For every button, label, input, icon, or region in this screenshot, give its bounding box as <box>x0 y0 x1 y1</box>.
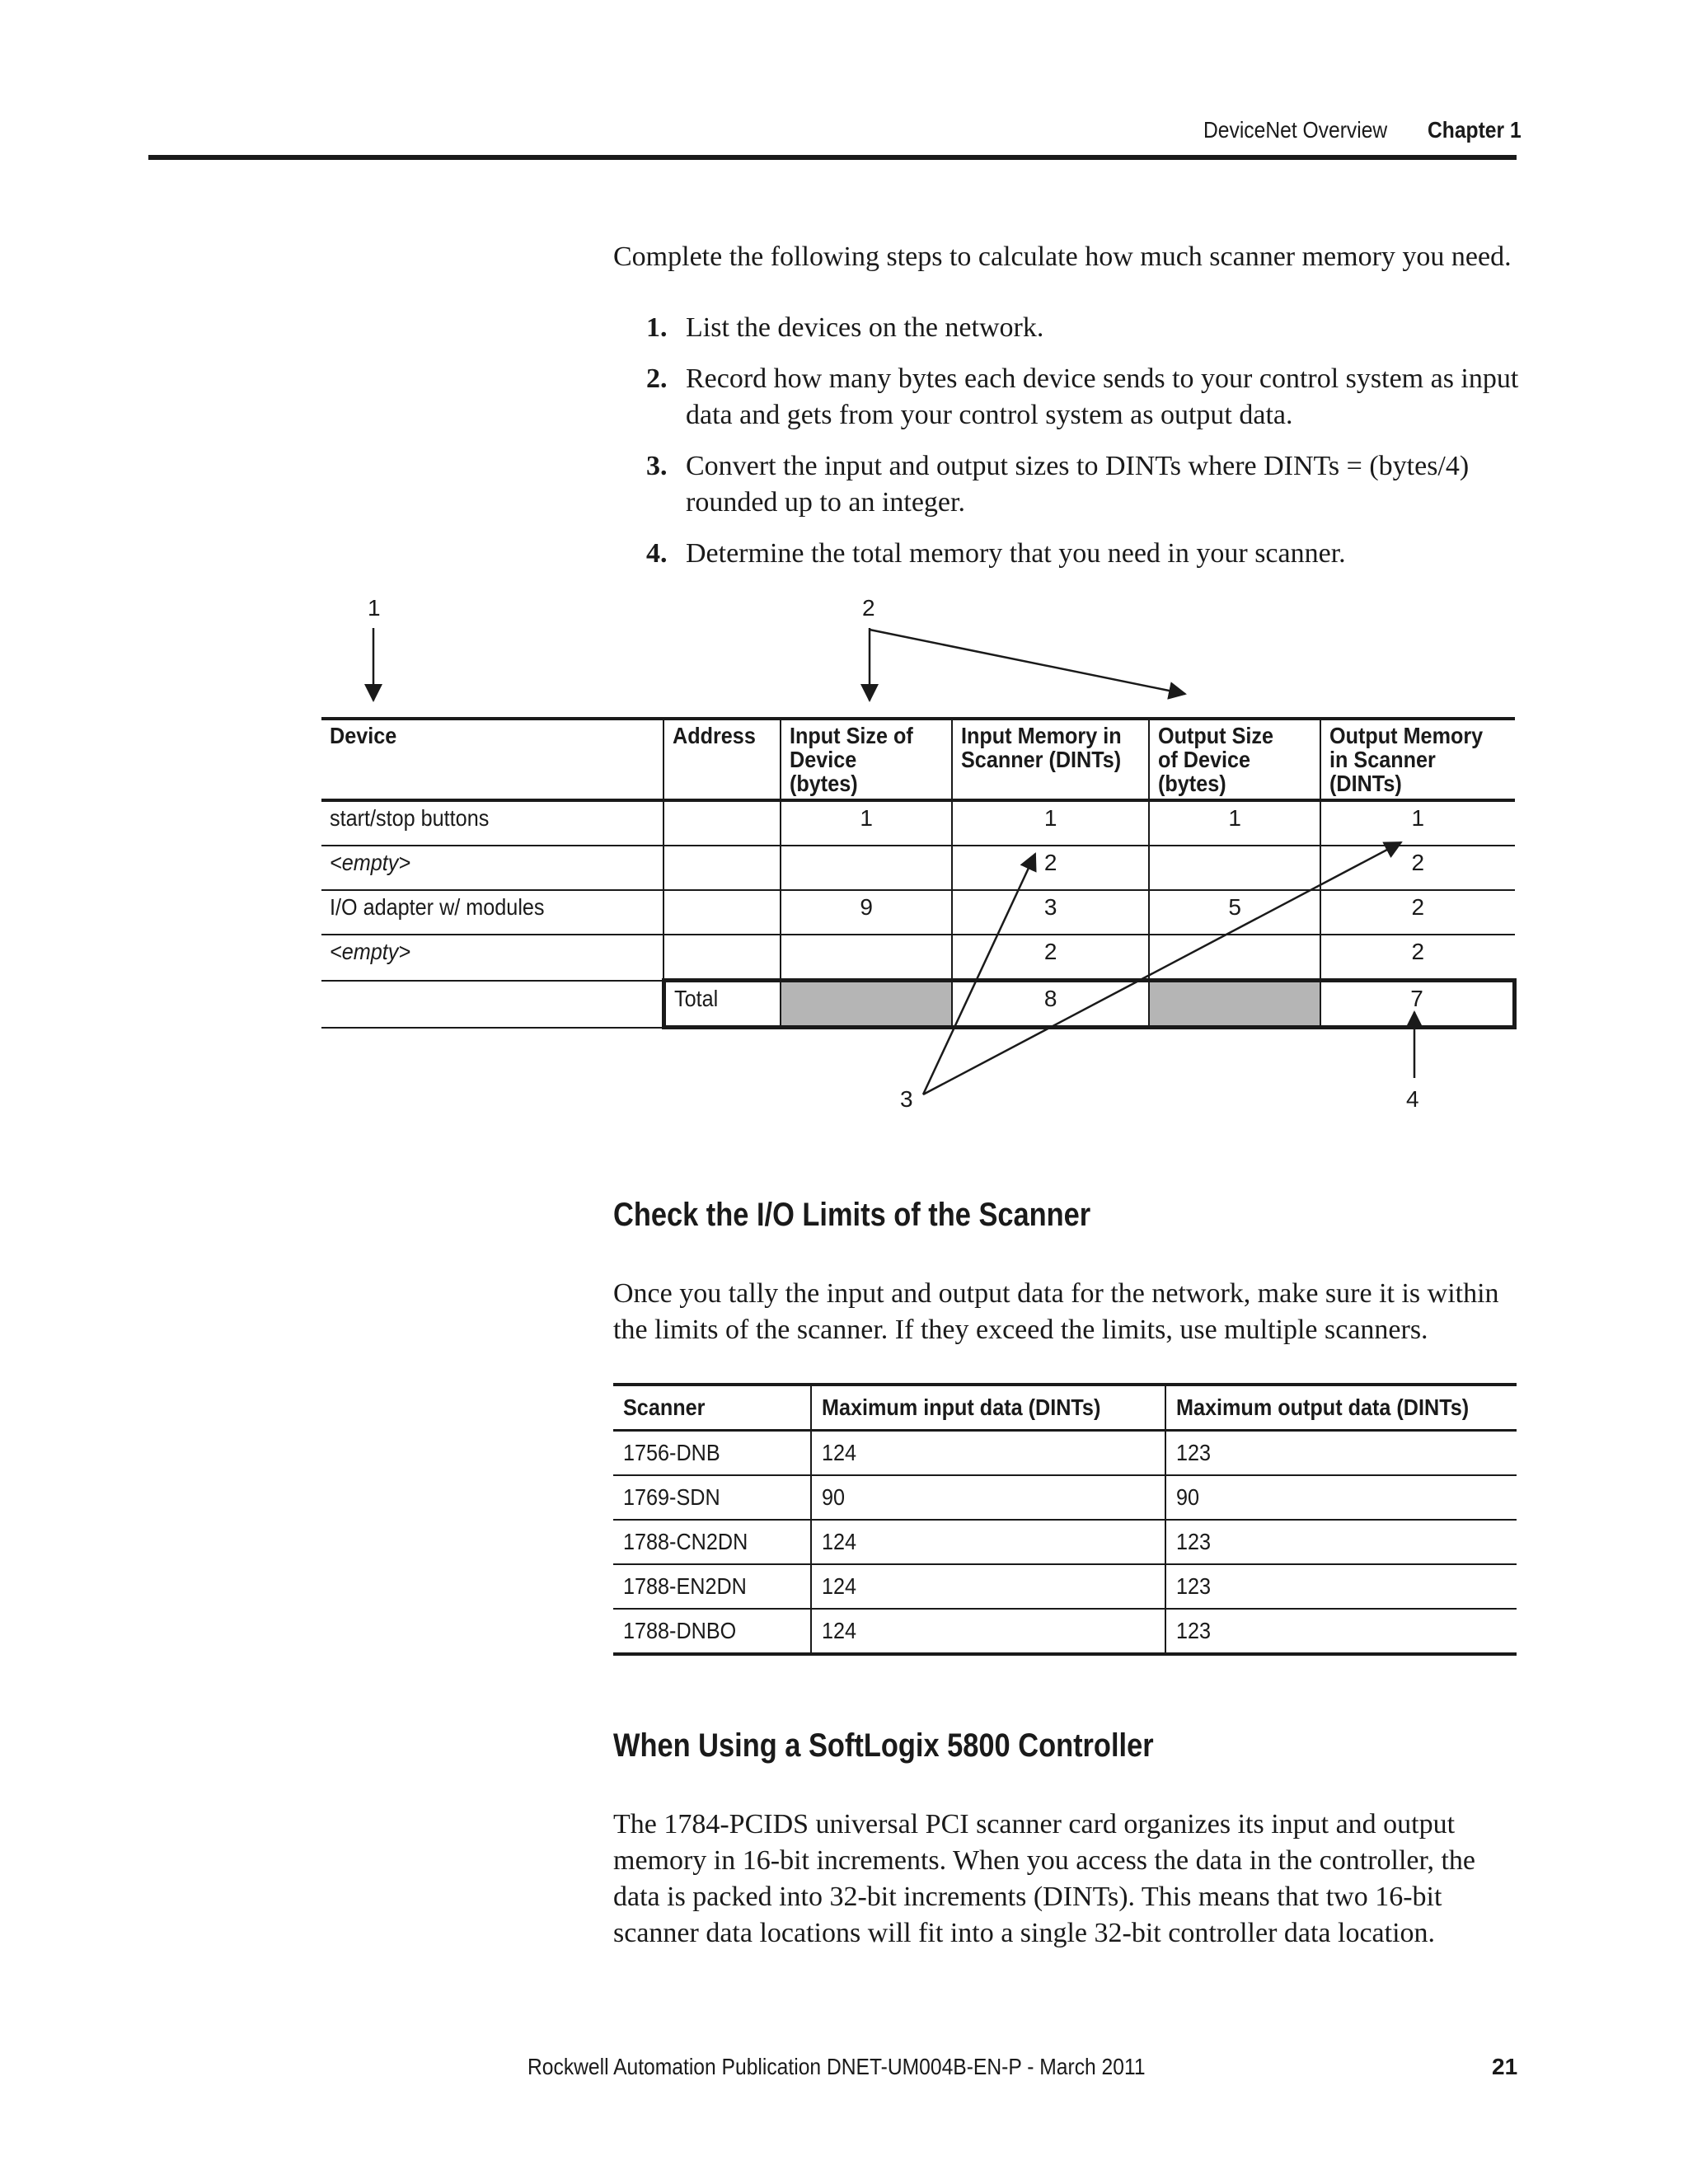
col-header-max-input: Maximum input data (DINTs) <box>811 1385 1165 1431</box>
col-header-address: Address <box>663 719 781 800</box>
table-row <box>321 935 1515 981</box>
cell-max-output: 123 <box>1165 1431 1517 1476</box>
col-header-output-memory: Output Memory in Scanner (DINTs) <box>1320 719 1515 800</box>
scanner-limits-table <box>613 1383 1517 1656</box>
steps-list <box>646 310 1520 587</box>
table-row <box>321 800 1515 846</box>
io-limits-paragraph: Once you tally the input and output data for the network, make sure it is within the limits of the scanner. If they exceed the limits, use multiple scanners. <box>613 1278 1499 1345</box>
cell-output-size: 1 <box>1149 800 1320 846</box>
cell-output-size <box>1149 846 1320 890</box>
cell-scanner: 1788-DNBO <box>613 1609 811 1654</box>
cell-scanner: 1756-DNB <box>613 1431 811 1476</box>
callout-4: 4 <box>1406 1086 1419 1112</box>
cell-address <box>663 935 781 981</box>
cell-output-memory: 2 <box>1320 935 1515 981</box>
cell-input-memory: 1 <box>952 800 1149 846</box>
cell-scanner: 1788-EN2DN <box>613 1564 811 1609</box>
col-header-input-size: Input Size of Device (bytes) <box>781 719 952 800</box>
total-input-memory: 8 <box>952 981 1149 1028</box>
step-item <box>646 310 1520 346</box>
running-header-section: DeviceNet Overview <box>1203 117 1388 143</box>
cell-scanner: 1788-CN2DN <box>613 1520 811 1564</box>
cell-device: I/O adapter w/ modules <box>321 890 663 935</box>
table-row <box>321 846 1515 890</box>
total-row <box>321 981 1515 1028</box>
cell-device: start/stop buttons <box>321 800 663 846</box>
cell-input-memory: 2 <box>952 846 1149 890</box>
footer-publication: Rockwell Automation Publication DNET-UM004B-EN-P - March 2011 <box>528 2054 1146 2079</box>
col-header-device: Device <box>321 719 663 800</box>
cell-max-input: 124 <box>811 1520 1165 1564</box>
softlogix-paragraph: The 1784-PCIDS universal PCI scanner card organizes its input and output memory in 16-bit increments. When you access the data in the controller, the data is packed into 32-bit increments (DINTs). This means that two 16-bit scanner data locations will fit into a single 32-bit controller data location. <box>613 1809 1476 1948</box>
cell-input-memory: 2 <box>952 935 1149 981</box>
cell-max-input: 124 <box>811 1609 1165 1654</box>
heading-io-limits: Check the I/O Limits of the Scanner <box>613 1197 1091 1233</box>
cell-address <box>663 890 781 935</box>
arrow-callout-2-diagonal <box>870 630 1185 694</box>
cell-device: <empty> <box>321 846 663 890</box>
heading-softlogix: When Using a SoftLogix 5800 Controller <box>613 1727 1154 1764</box>
cell-input-memory: 3 <box>952 890 1149 935</box>
col-header-max-output: Maximum output data (DINTs) <box>1165 1385 1517 1431</box>
cell-max-output: 123 <box>1165 1609 1517 1654</box>
cell-address <box>663 846 781 890</box>
step-number: 1. <box>646 312 668 343</box>
cell-max-input: 90 <box>811 1475 1165 1520</box>
cell-max-output: 123 <box>1165 1520 1517 1564</box>
cell-shaded <box>781 981 952 1028</box>
cell-address <box>663 800 781 846</box>
cell-max-input: 124 <box>811 1431 1165 1476</box>
total-label: Total <box>663 981 781 1028</box>
cell-output-memory: 2 <box>1320 890 1515 935</box>
table-row <box>321 890 1515 935</box>
step-item <box>646 536 1520 572</box>
cell-max-input: 124 <box>811 1564 1165 1609</box>
step-number: 2. <box>646 363 668 394</box>
cell-max-output: 90 <box>1165 1475 1517 1520</box>
cell-input-size <box>781 935 952 981</box>
callout-1: 1 <box>368 595 381 621</box>
table-row <box>613 1520 1517 1564</box>
page-number: 21 <box>1492 2054 1518 2079</box>
cell-max-output: 123 <box>1165 1564 1517 1609</box>
table-row <box>613 1564 1517 1609</box>
running-header-chapter: Chapter 1 <box>1428 117 1522 143</box>
step-item <box>646 361 1520 434</box>
cell-blank <box>321 981 663 1028</box>
cell-input-size <box>781 846 952 890</box>
cell-output-memory: 1 <box>1320 800 1515 846</box>
header-rule <box>148 155 1517 160</box>
step-text: List the devices on the network. <box>686 312 1044 343</box>
cell-output-size: 5 <box>1149 890 1320 935</box>
intro-paragraph: Complete the following steps to calculate how much scanner memory you need. <box>613 241 1512 272</box>
col-header-scanner: Scanner <box>613 1385 811 1431</box>
scanner-memory-table <box>321 717 1517 1029</box>
cell-device: <empty> <box>321 935 663 981</box>
step-number: 4. <box>646 538 668 569</box>
cell-input-size: 9 <box>781 890 952 935</box>
col-header-input-memory: Input Memory in Scanner (DINTs) <box>952 719 1149 800</box>
step-text: Determine the total memory that you need in your scanner. <box>686 538 1346 569</box>
step-number: 3. <box>646 451 668 481</box>
step-item <box>646 448 1520 521</box>
cell-input-size: 1 <box>781 800 952 846</box>
cell-scanner: 1769-SDN <box>613 1475 811 1520</box>
callout-2: 2 <box>862 595 875 621</box>
cell-output-size <box>1149 935 1320 981</box>
table-header-row <box>321 719 1515 800</box>
table-row <box>613 1475 1517 1520</box>
table-header-row <box>613 1385 1517 1431</box>
col-header-output-size: Output Size of Device (bytes) <box>1149 719 1320 800</box>
step-text: Record how many bytes each device sends to your control system as input data and gets from your control system as output data. <box>686 363 1519 430</box>
table-row <box>613 1431 1517 1476</box>
table-row <box>613 1609 1517 1654</box>
total-output-memory: 7 <box>1320 981 1515 1028</box>
callout-3: 3 <box>900 1086 913 1112</box>
step-text: Convert the input and output sizes to DINTs where DINTs = (bytes/4) rounded up to an integer. <box>686 451 1470 518</box>
cell-output-memory: 2 <box>1320 846 1515 890</box>
cell-shaded <box>1149 981 1320 1028</box>
